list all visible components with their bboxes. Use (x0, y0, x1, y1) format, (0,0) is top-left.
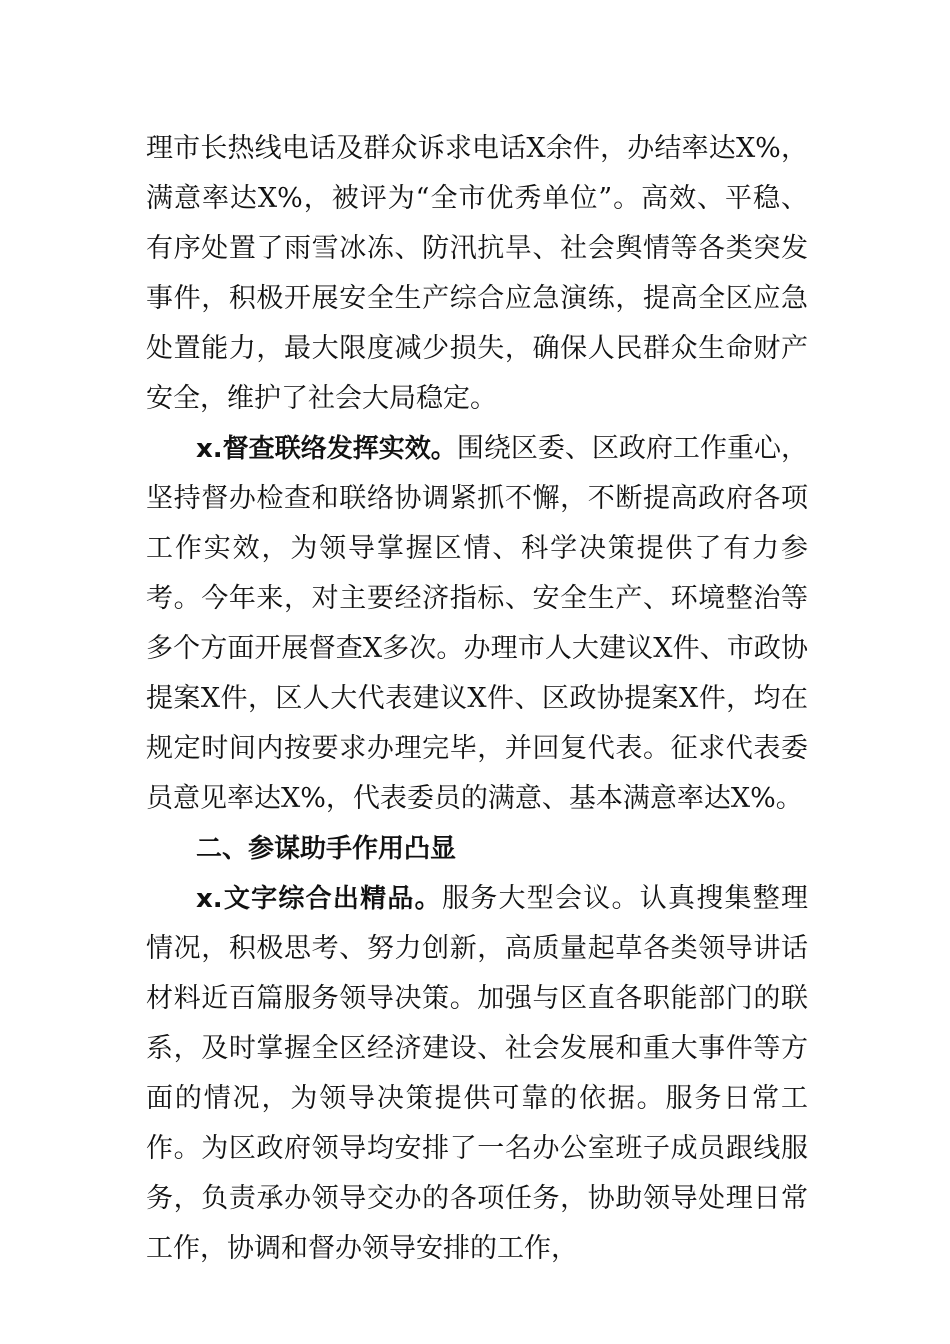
paragraph-lead: x.督查联络发挥实效。 (196, 434, 457, 464)
paragraph-text: 围绕区委、区政府工作重心，坚持督办检查和联络协调紧抓不懈，不断提高政府各项工作实效，为领导掌握区情、科学决策提供了有力参考。今年来，对主要经济指标、安全生产、环境整治等多个方面开展督查X多次。办理市人大建议X件、市政协提案X件，区人大代表建议X件、区政协提案X件，均在规定时间内按要求办理完毕，并回复代表。征求代表委员意见率达X%，代表委员的满意、基本满意率达X%。 (146, 433, 808, 814)
paragraph-writing (146, 874, 808, 1274)
paragraph-supervision (146, 424, 808, 824)
paragraph-continued (146, 124, 808, 424)
section-heading: 二、参谋助手作用凸显 (196, 834, 457, 864)
document-body (146, 124, 808, 1274)
paragraph-lead: x.文字综合出精品。 (196, 884, 442, 914)
paragraph-text: 理市长热线电话及群众诉求电话X余件，办结率达X%，满意率达X%，被评为“全市优秀单位”。高效、平稳、有序处置了雨雪冰冻、防汛抗旱、社会舆情等各类突发事件，积极开展安全生产综合应急演练，提高全区应急处置能力，最大限度减少损失，确保人民群众生命财产安全，维护了社会大局稳定。 (146, 133, 808, 414)
paragraph-text: 服务大型会议。认真搜集整理情况，积极思考、努力创新，高质量起草各类领导讲话材料近百篇服务领导决策。加强与区直各职能部门的联系，及时掌握全区经济建设、社会发展和重大事件等方面的情况，为领导决策提供可靠的依据。服务日常工作。为区政府领导均安排了一名办公室班子成员跟线服务，负责承办领导交办的各项任务，协助领导处理日常工作，协调和督办领导安排的工作， (146, 883, 809, 1264)
